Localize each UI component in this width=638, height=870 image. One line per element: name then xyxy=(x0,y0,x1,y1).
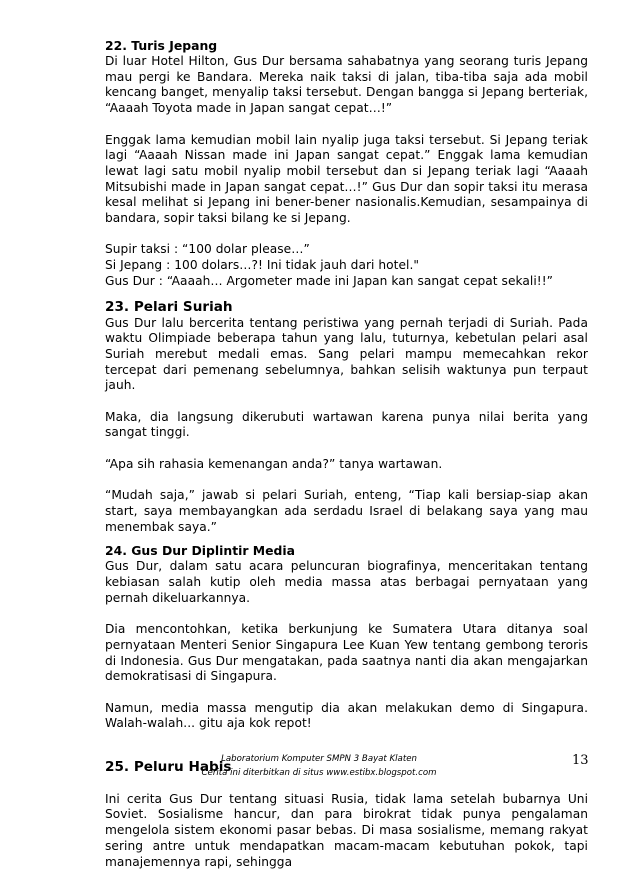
section-heading: 23. Pelari Suriah xyxy=(105,298,233,315)
paragraph: Enggak lama kemudian mobil lain nyalip juga taksi tersebut. Si Jepang teriak lagi “Aaaah Nissan made ini Japan sangat cepat.” Enggak lama kemudian lewat lagi satu mobil nyalip mobil tersebut dan si Jepang teriak lagi “Aaaah Mitsubishi made in Japan sangat cepat…!” Gus Dur dan sopir taksi itu merasa kesal melihat si Jepang ini bener-bener nasionalis.Kemudian, sesampainya di bandara, sopir taksi bilang ke si Jepang. xyxy=(105,132,588,226)
footer-line: Laboratorium Komputer SMPN 3 Bayat Klaten xyxy=(221,754,417,764)
dialogue-block xyxy=(105,242,588,289)
section-24 xyxy=(105,543,588,732)
paragraph: Maka, dia langsung dikerubuti wartawan karena punya nilai berita yang sangat tinggi. xyxy=(105,409,588,440)
paragraph: “Apa sih rahasia kemenangan anda?” tanya wartawan. xyxy=(105,456,443,471)
footer-line: Cerita ini diterbitkan di situs www.estibx.blogspot.com xyxy=(201,768,437,778)
section-heading: 22. Turis Jepang xyxy=(105,38,218,53)
section-heading: 24. Gus Dur Diplintir Media xyxy=(105,543,295,559)
page-number: 13 xyxy=(572,753,589,768)
paragraph: Gus Dur, dalam satu acara peluncuran biografinya, menceritakan tentang kebiasan salah kutip oleh media massa atas berbagai pernyataan yang pernah dikeluarkannya. xyxy=(105,559,588,605)
document-page xyxy=(105,38,588,870)
paragraph: Namun, media massa mengutip dia akan melakukan demo di Singapura. Walah-walah... gitu aja kok repot! xyxy=(105,700,588,731)
dialogue-line: Gus Dur : “Aaaah… Argometer made ini Japan kan sangat cepat sekali!!” xyxy=(105,273,554,288)
paragraph: Ini cerita Gus Dur tentang situasi Rusia, tidak lama setelah bubarnya Uni Soviet. Sosialisme hancur, dan para birokrat tidak punya pengalaman mengelola sistem ekonomi pasar bebas. Di masa sosialisme, memang rakyat sering antre untuk mendapatkan macam-macam kebutuhan pokok, tapi manajemennya rapi, sehingga xyxy=(105,791,588,869)
paragraph: Gus Dur lalu bercerita tentang peristiwa yang pernah terjadi di Suriah. Pada waktu Olimpiade beberapa tahun yang lalu, tuturnya, kebetulan pelari asal Suriah merebut medali emas. Sang pelari mampu memecahkan rekor tercepat dari pemenang sebelumnya, bahkan selisih waktunya pun terpaut jauh. xyxy=(105,315,588,393)
section-23 xyxy=(105,298,588,536)
page-footer xyxy=(0,752,638,780)
section-heading: 25. Peluru Habis xyxy=(105,759,232,776)
section-22 xyxy=(105,38,588,290)
dialogue-line: Si Jepang : 100 dolars…?! Ini tidak jauh dari hotel." xyxy=(105,258,420,273)
paragraph: Dia mencontohkan, ketika berkunjung ke Sumatera Utara ditanya soal pernyataan Menteri Senior Singapura Lee Kuan Yew tentang gembong teroris di Indonesia. Gus Dur mengatakan, pada saatnya nanti dia akan mengajarkan demokratisasi di Singapura. xyxy=(105,622,588,684)
paragraph: “Mudah saja,” jawab si pelari Suriah, enteng, “Tiap kali bersiap-siap akan start, saya membayangkan ada serdadu Israel di belakang saya yang mau menembak saya.” xyxy=(105,488,588,534)
dialogue-line: Supir taksi : “100 dolar please…” xyxy=(105,242,310,257)
paragraph: Di luar Hotel Hilton, Gus Dur bersama sahabatnya yang seorang turis Jepang mau pergi ke Bandara. Mereka naik taksi di jalan, tiba-tiba saja ada mobil kencang banget, menyalip taksi tersebut. Dengan bangga si Jepang berteriak, “Aaaah Toyota made in Japan sangat cepat…!” xyxy=(105,54,588,116)
